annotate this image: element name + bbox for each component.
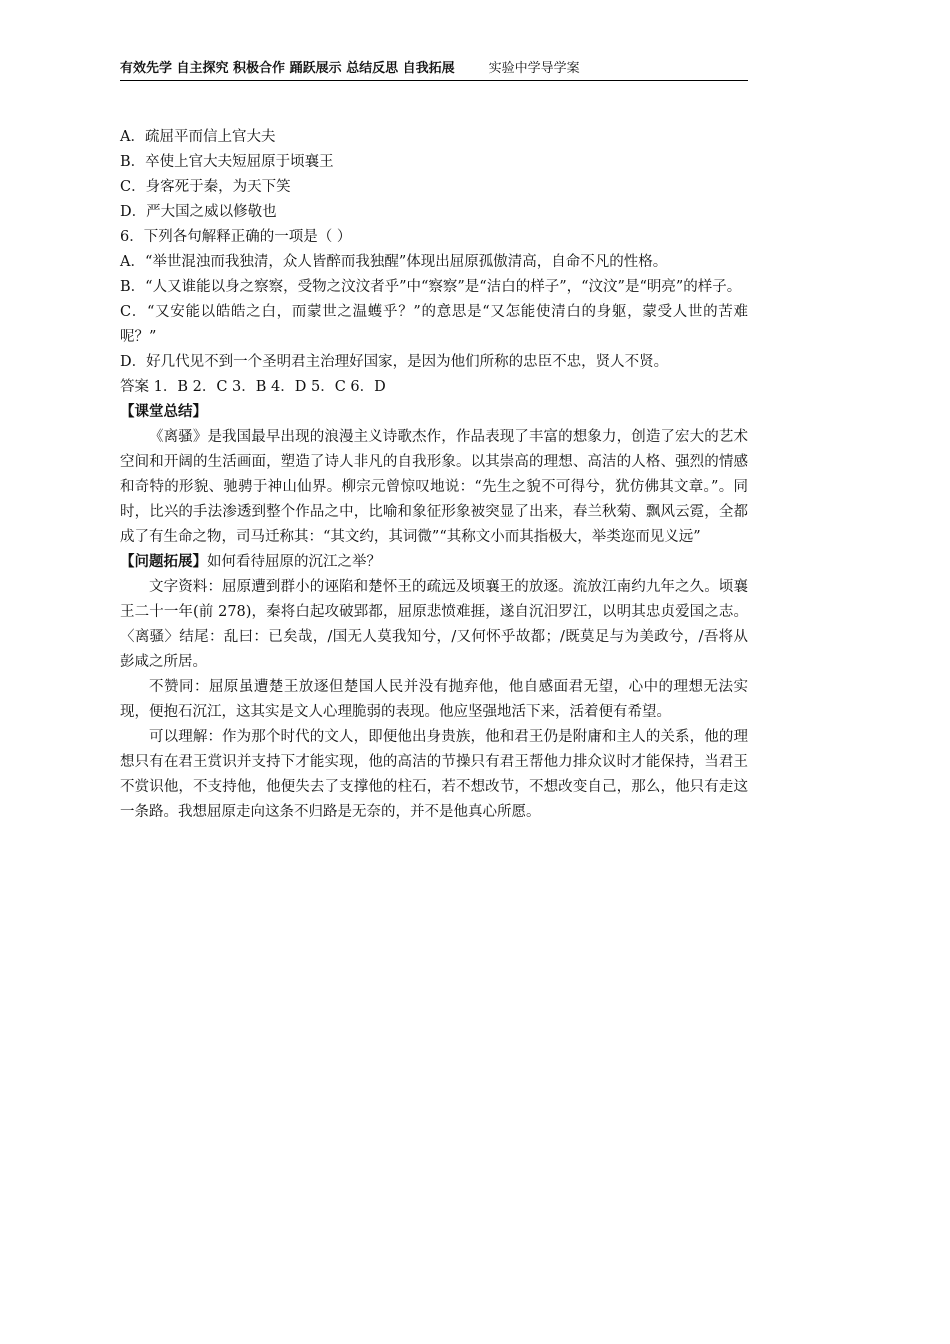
question6-option-b: B．“人又谁能以身之察察，受物之汶汶者乎”中“察察”是“洁白的样子”，“汶汶”是“明亮”的样子。 [120, 279, 742, 295]
question6-option-d: D．好几代见不到一个圣明君主治理好国家，是因为他们所称的忠臣不忠，贤人不贤。 [120, 354, 669, 370]
header-motto: 有效先学 自主探究 积极合作 踊跃展示 总结反思 自我拓展 [120, 61, 455, 76]
header-school-name: 实验中学导学案 [488, 61, 580, 76]
question6 [120, 225, 748, 375]
document-content [120, 125, 748, 825]
extension-heading-line [120, 550, 748, 575]
question6-option-a: A．“举世混浊而我独清，众人皆醉而我独醒”体现出屈原孤傲清高，自命不凡的性格。 [120, 254, 668, 270]
summary-section [120, 400, 748, 550]
extension-question: 如何看待屈原的沉江之举？ [207, 554, 381, 570]
option-b: B．卒使上官大夫短屈原于顷襄王 [120, 154, 334, 170]
answer-key: 答案 1．B 2．C 3．B 4．D 5．C 6．D [120, 379, 386, 395]
question6-stem: 6．下列各句解释正确的一项是（ ） [120, 229, 352, 245]
extension-paragraph-material: 文字资料：屈原遭到群小的诬陷和楚怀王的疏远及顷襄王的放逐。流放江南约九年之久。顷襄王二十一年(前 278)，秦将白起攻破郢都，屈原悲愤难捱，遂自沉汨罗江，以明其忠贞爱国之志。〈离骚〉结尾：乱曰：已矣哉，/国无人莫我知兮，/又何怀乎故都；/既莫足与为美政兮，/吾将从彭咸之所居。 [120, 579, 748, 670]
extension-heading: 【问题拓展】 [120, 554, 207, 570]
document-page [120, 60, 748, 825]
extension-section [120, 550, 748, 825]
page-header [120, 60, 748, 81]
extension-paragraph-understand: 可以理解：作为那个时代的文人，即便他出身贵族，他和君王仍是附庸和主人的关系，他的理想只有在君王赏识并支持下才能实现，他的高洁的节操只有君王帮他力排众议时才能保持，当君王不赏识他，不支持他，他便失去了支撑他的柱石，若不想改节，不想改变自己，那么，他只有走这一条路。我想屈原走向这条不归路是无奈的，并不是他真心所愿。 [120, 729, 748, 820]
summary-body: 《离骚》是我国最早出现的浪漫主义诗歌杰作，作品表现了丰富的想象力，创造了宏大的艺术空间和开阔的生活画面，塑造了诗人非凡的自我形象。以其崇高的理想、高洁的人格、强烈的情感和奇特的形貌、驰骋于神山仙界。柳宗元曾惊叹地说：“先生之貌不可得兮，犹仿佛其文章。”。同时，比兴的手法渗透到整个作品之中，比喻和象征形象被突显了出来，春兰秋菊、飘风云霓，全都成了有生命之物，司马迁称其：“其文约，其词微”“其称文小而其指极大，举类迩而见义远” [120, 429, 748, 545]
extension-paragraph-disagree: 不赞同：屈原虽遭楚王放逐但楚国人民并没有抛弃他，他自感面君无望，心中的理想无法实现，便抱石沉江，这其实是文人心理脆弱的表现。他应坚强地活下来，活着便有希望。 [120, 679, 748, 720]
option-a: A．疏屈平而信上官大夫 [120, 129, 276, 145]
option-c: C．身客死于秦，为天下笑 [120, 179, 291, 195]
option-d: D．严大国之威以修敬也 [120, 204, 277, 220]
question5-options [120, 125, 748, 225]
summary-heading: 【课堂总结】 [120, 404, 207, 420]
question6-option-c: C．“又安能以皓皓之白，而蒙世之温蠖乎？”的意思是“又怎能使清白的身躯，蒙受人世的苦难呢？” [120, 304, 748, 345]
